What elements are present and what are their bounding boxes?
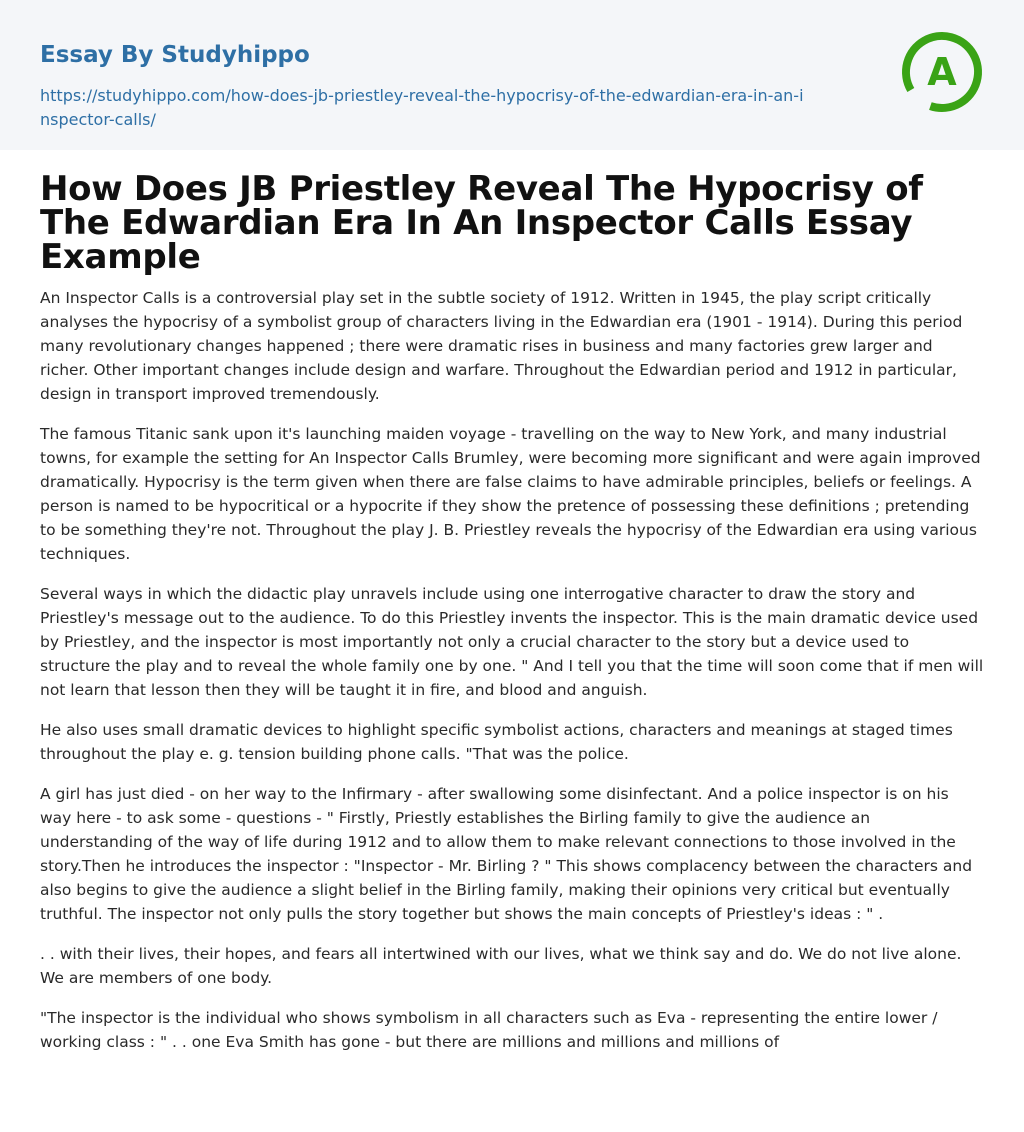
- studyhippo-logo[interactable]: [900, 30, 984, 114]
- essay-paragraph: The famous Titanic sank upon it's launching maiden voyage - travelling on the way to New York, and many industrial towns, for example the setting for An Inspector Calls Brumley, were becoming more significant and were again improved dramatically. Hypocrisy is the term given when there are false claims to have admirable principles, beliefs or feelings. A person is named to be hypocritical or a hypocrite if they show the pretence of possessing these definitions ; pretending to be something they're not. Throughout the play J. B. Priestley reveals the hypocrisy of the Edwardian era using various techniques.: [40, 425, 981, 563]
- logo-letter: A: [927, 50, 957, 94]
- essay-content: [0, 150, 1024, 1054]
- essay-title: How Does JB Priestley Reveal The Hypocrisy of The Edwardian Era In An Inspector Calls Essay Example: [40, 169, 923, 277]
- essay-paragraph: Several ways in which the didactic play unravels include using one interrogative character to draw the story and Priestley's message out to the audience. To do this Priestley invents the inspector. This is the main dramatic device used by Priestley, and the inspector is most importantly not only a crucial character to the story but a device used to structure the play and to reveal the whole family one by one. " And I tell you that the time will soon come that if men will not learn that lesson then they will be taught it in fire, and blood and anguish.: [40, 585, 984, 699]
- brand-name[interactable]: Essay By Studyhippo: [40, 42, 310, 68]
- source-url-link[interactable]: https://studyhippo.com/how-does-jb-priestley-reveal-the-hypocrisy-of-the-edwardian-era-in-an-inspector-calls/: [40, 86, 804, 129]
- essay-paragraph: "The inspector is the individual who shows symbolism in all characters such as Eva - representing the entire lower / working class : " . . one Eva Smith has gone - but there are millions and millions and millions of: [40, 1009, 938, 1051]
- essay-paragraph: He also uses small dramatic devices to highlight specific symbolist actions, characters and meanings at staged times throughout the play e. g. tension building phone calls. "That was the police.: [40, 721, 953, 763]
- logo-icon: [900, 30, 984, 114]
- essay-paragraph: A girl has just died - on her way to the Infirmary - after swallowing some disinfectant. And a police inspector is on his way here - to ask some - questions - " Firstly, Priestly establishes the Birling family to give the audience an understanding of the way of life during 1912 and to allow them to make relevant connections to those involved in the story.Then he introduces the inspector : "Inspector - Mr. Birling ? " This shows complacency between the characters and also begins to give the audience a slight belief in the Birling family, making their opinions very critical but eventually truthful. The inspector not only pulls the story together but shows the main concepts of Priestley's ideas : " .: [40, 785, 973, 923]
- site-header: [0, 0, 1024, 150]
- essay-paragraph: . . with their lives, their hopes, and fears all intertwined with our lives, what we think say and do. We do not live alone. We are members of one body.: [40, 945, 962, 987]
- essay-paragraph: An Inspector Calls is a controversial play set in the subtle society of 1912. Written in 1945, the play script critically analyses the hypocrisy of a symbolist group of characters living in the Edwardian era (1901 - 1914). During this period many revolutionary changes happened ; there were dramatic rises in business and many factories grew larger and richer. Other important changes include design and warfare. Throughout the Edwardian period and 1912 in particular, design in transport improved tremendously.: [40, 289, 963, 403]
